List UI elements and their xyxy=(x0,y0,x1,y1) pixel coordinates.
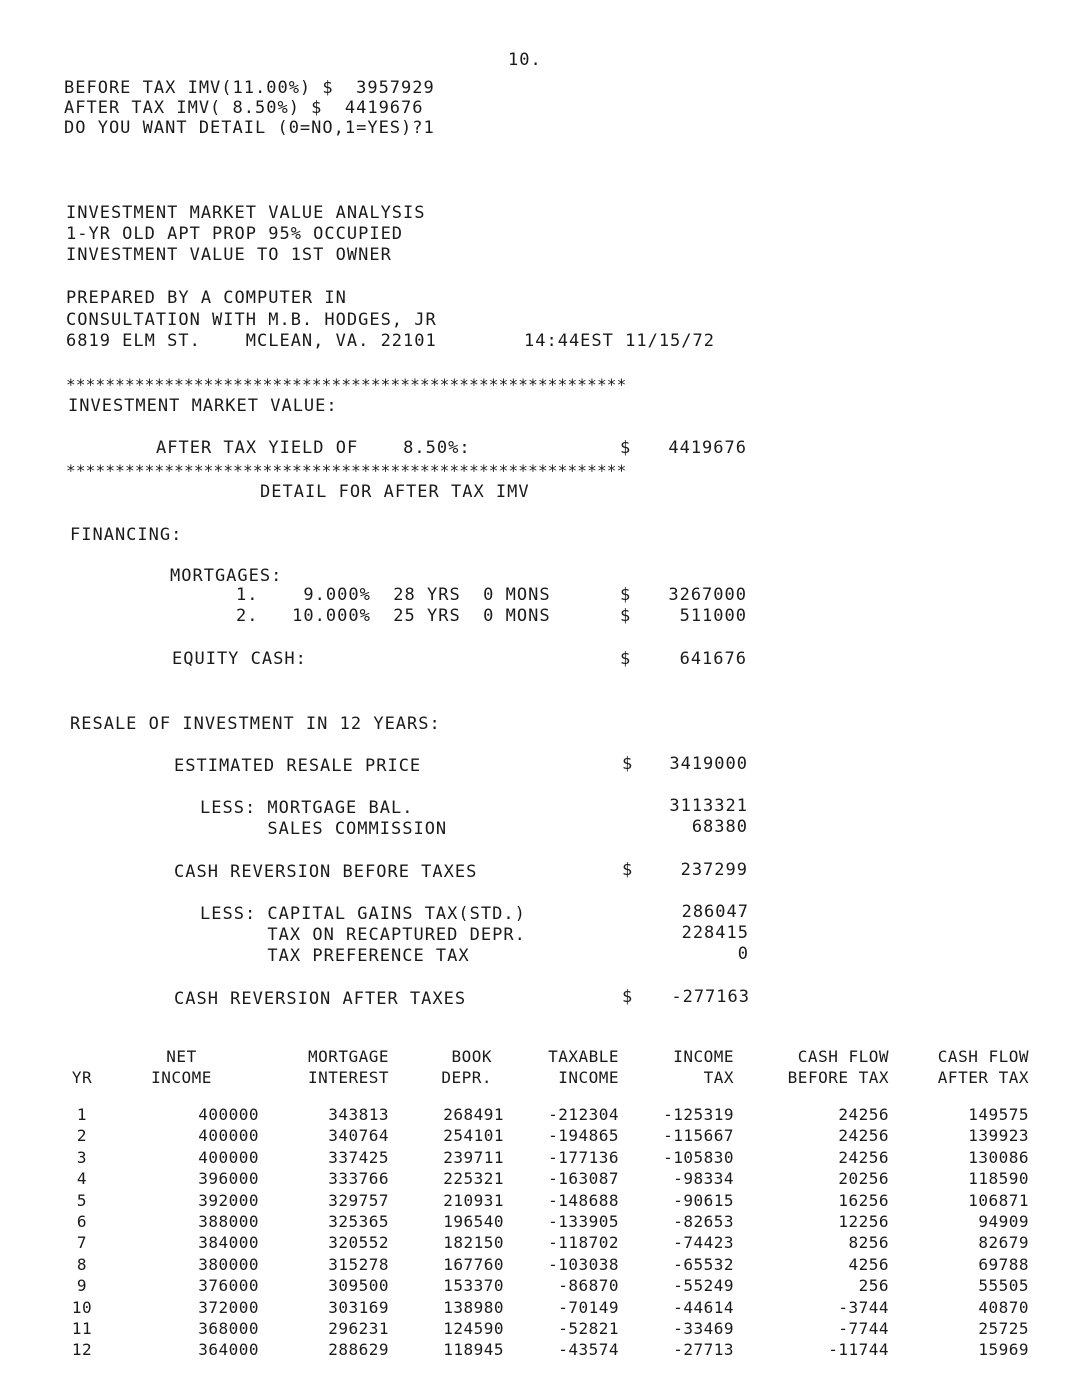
cell-yr: 3 xyxy=(76,1147,88,1167)
cell-mortgage-interest: 288629 xyxy=(328,1340,389,1360)
cell-net-income: 388000 xyxy=(198,1212,259,1232)
less-mortgage-balance-label: LESS: MORTGAGE BAL. xyxy=(200,798,414,818)
cell-cash-flow-before-tax: 24256 xyxy=(838,1105,889,1124)
cell-cash-flow-before-tax: -3744 xyxy=(838,1297,889,1317)
header-income-tax: INCOME TAX xyxy=(673,1047,734,1087)
cell-cash-flow-before-tax: -7744 xyxy=(838,1319,889,1339)
recaptured-depr-tax-value: 228415 xyxy=(681,923,749,943)
address-line: 6819 ELM ST. MCLEAN, VA. 22101 xyxy=(66,331,437,351)
cell-mortgage-interest: 315278 xyxy=(328,1254,389,1274)
cell-net-income: 372000 xyxy=(198,1297,259,1317)
mortgage-1-dollar: $ xyxy=(620,585,632,605)
cell-cash-flow-after-tax: 130086 xyxy=(968,1147,1029,1167)
mortgages-heading: MORTGAGES: xyxy=(170,566,283,586)
cell-income-tax: -125319 xyxy=(663,1105,734,1124)
cell-book-depr: 153370 xyxy=(443,1276,504,1296)
cell-yr: 9 xyxy=(76,1276,88,1296)
cell-taxable-income: -70149 xyxy=(558,1297,619,1317)
cell-net-income: 368000 xyxy=(198,1319,259,1339)
cell-mortgage-interest: 320552 xyxy=(328,1233,389,1253)
mortgage-2-amount: 511000 xyxy=(679,606,747,626)
cell-net-income: 376000 xyxy=(198,1276,259,1296)
cell-cash-flow-after-tax: 149575 xyxy=(968,1105,1029,1124)
cell-net-income: 400000 xyxy=(198,1126,259,1146)
table-row xyxy=(60,1125,1029,1146)
timestamp: 14:44EST 11/15/72 xyxy=(524,331,715,351)
header-cash-flow-before-tax: CASH FLOW BEFORE TAX xyxy=(787,1047,889,1087)
cell-cash-flow-before-tax: 24256 xyxy=(838,1126,889,1146)
after-tax-yield-label: AFTER TAX YIELD OF 8.50%: xyxy=(156,438,471,458)
cell-yr: 6 xyxy=(76,1212,88,1232)
cash-reversion-after-dollar: $ xyxy=(622,987,634,1007)
cell-income-tax: -115667 xyxy=(663,1126,734,1146)
cell-cash-flow-before-tax: 24256 xyxy=(838,1147,889,1167)
capital-gains-tax-label: LESS: CAPITAL GAINS TAX(STD.) xyxy=(200,904,526,924)
header-book-depr: BOOK DEPR. xyxy=(441,1047,492,1087)
capital-gains-tax-value: 286047 xyxy=(681,902,749,922)
cell-income-tax: -82653 xyxy=(673,1212,734,1232)
cell-cash-flow-before-tax: -11744 xyxy=(828,1340,889,1360)
cell-cash-flow-before-tax: 4256 xyxy=(848,1254,889,1274)
cell-mortgage-interest: 343813 xyxy=(328,1105,389,1124)
after-tax-imv-line: AFTER TAX IMV( 8.50%) $ 4419676 xyxy=(64,98,424,118)
equity-cash-label: EQUITY CASH: xyxy=(172,649,307,669)
cell-income-tax: -74423 xyxy=(673,1233,734,1253)
cell-taxable-income: -133905 xyxy=(548,1212,619,1232)
imv-heading: INVESTMENT MARKET VALUE: xyxy=(68,396,338,416)
table-row xyxy=(60,1339,1029,1360)
cell-income-tax: -98334 xyxy=(673,1169,734,1189)
mortgage-1-terms: 1. 9.000% 28 YRS 0 MONS xyxy=(236,585,551,605)
prepared-by-line: PREPARED BY A COMPUTER IN xyxy=(66,288,347,308)
cell-book-depr: 124590 xyxy=(443,1319,504,1339)
asterisk-divider-bottom: ********************************************************* xyxy=(66,461,627,480)
resale-heading: RESALE OF INVESTMENT IN 12 YEARS: xyxy=(70,714,441,734)
asterisk-divider-top: ********************************************************* xyxy=(66,375,627,394)
cell-income-tax: -65532 xyxy=(673,1254,734,1274)
cell-taxable-income: -118702 xyxy=(548,1233,619,1253)
table-row xyxy=(60,1104,1029,1125)
mortgage-2-terms: 2. 10.000% 25 YRS 0 MONS xyxy=(236,606,551,626)
cell-cash-flow-before-tax: 12256 xyxy=(838,1212,889,1232)
cell-income-tax: -44614 xyxy=(673,1297,734,1317)
detail-prompt-line: DO YOU WANT DETAIL (0=NO,1=YES)?1 xyxy=(64,118,435,138)
table-row xyxy=(60,1211,1029,1232)
cash-reversion-before-label: CASH REVERSION BEFORE TAXES xyxy=(174,862,478,882)
cell-book-depr: 210931 xyxy=(443,1190,504,1210)
consultation-line: CONSULTATION WITH M.B. HODGES, JR xyxy=(66,310,437,330)
sales-commission-value: 68380 xyxy=(691,817,748,837)
cell-cash-flow-after-tax: 25725 xyxy=(978,1319,1029,1339)
cashflow-table xyxy=(60,1046,1029,1361)
before-tax-imv-line: BEFORE TAX IMV(11.00%) $ 3957929 xyxy=(64,78,435,98)
detail-heading: DETAIL FOR AFTER TAX IMV xyxy=(260,482,530,502)
header-mortgage-interest: MORTGAGE INTEREST xyxy=(307,1047,389,1087)
cell-yr: 4 xyxy=(76,1169,88,1189)
cell-cash-flow-after-tax: 40870 xyxy=(978,1297,1029,1317)
cell-taxable-income: -43574 xyxy=(558,1340,619,1360)
cell-cash-flow-before-tax: 8256 xyxy=(848,1233,889,1253)
cell-taxable-income: -86870 xyxy=(558,1276,619,1296)
cell-mortgage-interest: 309500 xyxy=(328,1276,389,1296)
cell-yr: 8 xyxy=(76,1254,88,1274)
after-tax-yield-value: 4419676 xyxy=(668,438,747,458)
cell-cash-flow-after-tax: 106871 xyxy=(968,1190,1029,1210)
cell-book-depr: 196540 xyxy=(443,1212,504,1232)
header-net-income: NET INCOME xyxy=(151,1047,212,1087)
cell-cash-flow-after-tax: 139923 xyxy=(968,1126,1029,1146)
cell-cash-flow-after-tax: 15969 xyxy=(978,1340,1029,1360)
cell-net-income: 392000 xyxy=(198,1190,259,1210)
cash-reversion-before-dollar: $ xyxy=(622,860,634,880)
resale-price-value: 3419000 xyxy=(669,754,748,774)
table-row xyxy=(60,1232,1029,1253)
cell-income-tax: -33469 xyxy=(673,1319,734,1339)
mortgage-1-amount: 3267000 xyxy=(668,585,747,605)
cell-taxable-income: -52821 xyxy=(558,1319,619,1339)
page-number: 10. xyxy=(508,50,542,70)
cell-taxable-income: -163087 xyxy=(548,1169,619,1189)
cell-income-tax: -55249 xyxy=(673,1276,734,1296)
cell-book-depr: 118945 xyxy=(443,1340,504,1360)
cell-yr: 1 xyxy=(76,1105,88,1124)
cell-cash-flow-after-tax: 69788 xyxy=(978,1254,1029,1274)
recaptured-depr-tax-label: TAX ON RECAPTURED DEPR. xyxy=(200,925,526,945)
cash-reversion-after-value: -277163 xyxy=(671,987,750,1007)
less-mortgage-balance-value: 3113321 xyxy=(669,796,748,816)
sales-commission-label: SALES COMMISSION xyxy=(200,819,448,839)
cell-cash-flow-after-tax: 94909 xyxy=(978,1212,1029,1232)
cell-cash-flow-after-tax: 55505 xyxy=(978,1276,1029,1296)
cell-income-tax: -105830 xyxy=(663,1147,734,1167)
cell-taxable-income: -103038 xyxy=(548,1254,619,1274)
cell-mortgage-interest: 329757 xyxy=(328,1190,389,1210)
cell-net-income: 384000 xyxy=(198,1233,259,1253)
tax-preference-value: 0 xyxy=(737,944,749,964)
header-taxable-income: TAXABLE INCOME xyxy=(548,1047,619,1087)
header-yr: YR xyxy=(71,1068,93,1087)
cell-cash-flow-after-tax: 118590 xyxy=(968,1169,1029,1189)
cell-taxable-income: -194865 xyxy=(548,1126,619,1146)
cell-net-income: 380000 xyxy=(198,1254,259,1274)
investment-value-subtitle: INVESTMENT VALUE TO 1ST OWNER xyxy=(66,245,392,265)
table-row xyxy=(60,1254,1029,1275)
cell-book-depr: 268491 xyxy=(443,1105,504,1124)
table-row xyxy=(60,1297,1029,1318)
cell-book-depr: 167760 xyxy=(443,1254,504,1274)
cell-yr: 7 xyxy=(76,1233,88,1253)
cell-cash-flow-before-tax: 20256 xyxy=(838,1169,889,1189)
cell-cash-flow-before-tax: 16256 xyxy=(838,1190,889,1210)
equity-cash-dollar: $ xyxy=(620,649,632,669)
cell-cash-flow-before-tax: 256 xyxy=(858,1276,889,1296)
cell-book-depr: 138980 xyxy=(443,1297,504,1317)
report-title: INVESTMENT MARKET VALUE ANALYSIS xyxy=(66,203,426,223)
cell-book-depr: 239711 xyxy=(443,1147,504,1167)
cell-net-income: 400000 xyxy=(198,1105,259,1124)
cell-income-tax: -27713 xyxy=(673,1340,734,1360)
table-row xyxy=(60,1275,1029,1296)
after-tax-yield-dollar: $ xyxy=(620,438,632,458)
cell-mortgage-interest: 303169 xyxy=(328,1297,389,1317)
cell-book-depr: 182150 xyxy=(443,1233,504,1253)
cash-reversion-before-value: 237299 xyxy=(680,860,748,880)
equity-cash-value: 641676 xyxy=(679,649,747,669)
cell-book-depr: 254101 xyxy=(443,1126,504,1146)
cell-yr: 10 xyxy=(71,1297,93,1317)
cash-reversion-after-label: CASH REVERSION AFTER TAXES xyxy=(174,989,467,1009)
cell-cash-flow-after-tax: 82679 xyxy=(978,1233,1029,1253)
cell-yr: 2 xyxy=(76,1126,88,1146)
cell-taxable-income: -212304 xyxy=(548,1105,619,1124)
mortgage-2-dollar: $ xyxy=(620,606,632,626)
table-row xyxy=(60,1318,1029,1339)
resale-price-dollar: $ xyxy=(622,754,634,774)
cell-book-depr: 225321 xyxy=(443,1169,504,1189)
cell-mortgage-interest: 340764 xyxy=(328,1126,389,1146)
header-cash-flow-after-tax: CASH FLOW AFTER TAX xyxy=(937,1047,1029,1087)
cashflow-table-body xyxy=(60,1088,1029,1361)
cell-income-tax: -90615 xyxy=(673,1190,734,1210)
cell-net-income: 364000 xyxy=(198,1340,259,1360)
cell-yr: 11 xyxy=(71,1319,93,1339)
cell-mortgage-interest: 337425 xyxy=(328,1147,389,1167)
cell-mortgage-interest: 296231 xyxy=(328,1319,389,1339)
table-header-row xyxy=(60,1046,1029,1088)
cell-net-income: 396000 xyxy=(198,1169,259,1189)
property-description: 1-YR OLD APT PROP 95% OCCUPIED xyxy=(66,224,404,244)
cell-taxable-income: -148688 xyxy=(548,1190,619,1210)
cell-yr: 5 xyxy=(76,1190,88,1210)
cell-mortgage-interest: 333766 xyxy=(328,1169,389,1189)
tax-preference-label: TAX PREFERENCE TAX xyxy=(200,946,470,966)
financing-heading: FINANCING: xyxy=(70,525,183,545)
resale-price-label: ESTIMATED RESALE PRICE xyxy=(174,756,422,776)
cell-yr: 12 xyxy=(71,1340,93,1360)
table-row xyxy=(60,1168,1029,1189)
cell-taxable-income: -177136 xyxy=(548,1147,619,1167)
table-row xyxy=(60,1190,1029,1211)
cell-net-income: 400000 xyxy=(198,1147,259,1167)
table-row xyxy=(60,1147,1029,1168)
cell-mortgage-interest: 325365 xyxy=(328,1212,389,1232)
